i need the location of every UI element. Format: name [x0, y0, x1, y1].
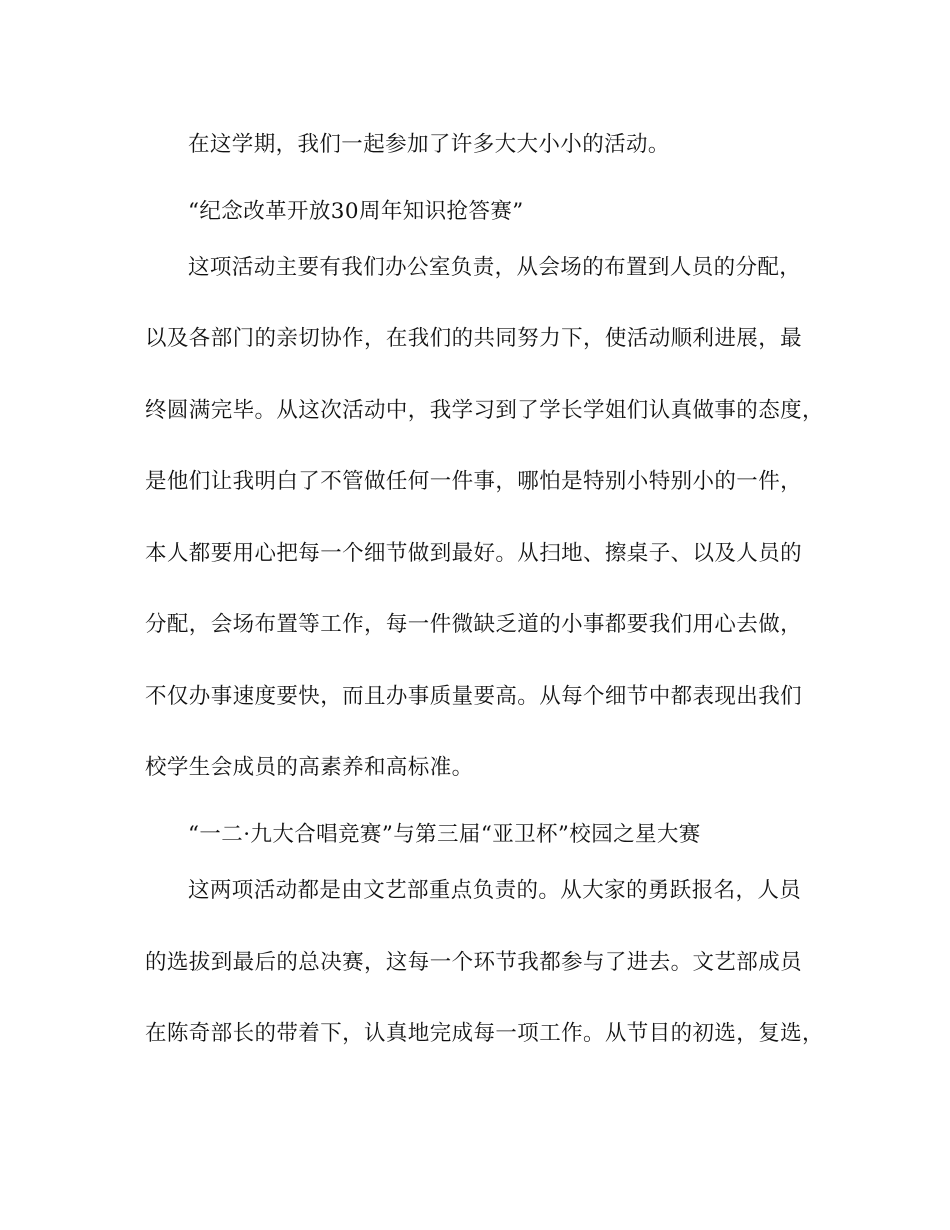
paragraph-quiz-line-7: 不仅办事速度要快，而且办事质量要高。从每个细节中都表现出我们 [145, 684, 803, 709]
paragraph-chorus-line-2: 的选拔到最后的总决赛，这每一个环节我都参与了进去。文艺部成员 [145, 950, 803, 975]
paragraph-quiz-line-6: 分配，会场布置等工作，每一件微缺乏道的小事都要我们用心去做， [145, 612, 803, 637]
paragraph-quiz-line-8: 校学生会成员的高素养和高标准。 [145, 755, 474, 780]
paragraph-intro: 在这学期，我们一起参加了许多大大小小的活动。 [188, 132, 670, 157]
section-heading-chorus: “一二·九大合唱竞赛”与第三届“亚卫杯”校园之星大赛 [188, 822, 701, 847]
paragraph-chorus-line-3: 在陈奇部长的带着下，认真地完成每一项工作。从节目的初选，复选， [145, 1021, 824, 1046]
paragraph-chorus-line-1: 这两项活动都是由文艺部重点负责的。从大家的勇跃报名，人员 [188, 878, 802, 903]
paragraph-quiz-line-2: 以及各部门的亲切协作，在我们的共同努力下，使活动顺利进展，最 [145, 326, 803, 351]
paragraph-quiz-line-5: 本人都要用心把每一个细节做到最好。从扫地、擦桌子、以及人员的 [145, 541, 803, 566]
paragraph-quiz-line-3: 终圆满完毕。从这次活动中，我学习到了学长学姐们认真做事的态度， [145, 398, 824, 423]
paragraph-quiz-line-1: 这项活动主要有我们办公室负责，从会场的布置到人员的分配， [188, 255, 802, 280]
section-heading-quiz: “纪念改革开放30周年知识抢答赛” [188, 199, 524, 224]
paragraph-quiz-line-4: 是他们让我明白了不管做任何一件事，哪怕是特别小特别小的一件， [145, 469, 803, 494]
